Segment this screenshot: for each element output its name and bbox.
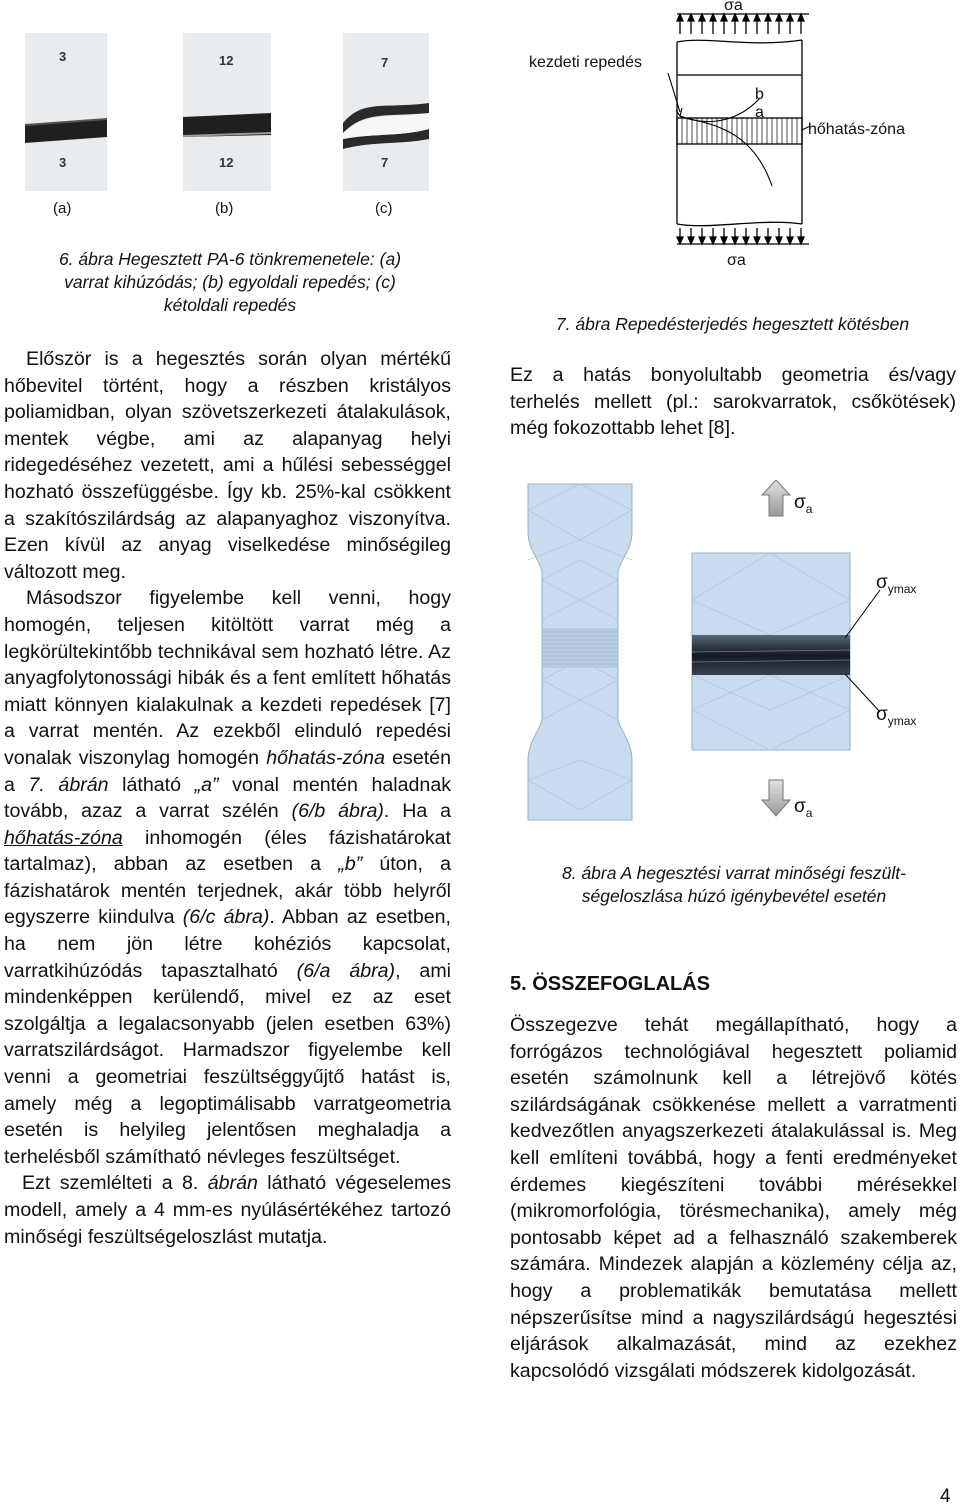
emphasis-haz: hőhatás-zóna [266,746,385,769]
fig7-sigma-top: σa [724,0,743,14]
fig7-label-a: a [755,104,764,121]
sigma-subscript: a [805,501,813,516]
fig6-caption-line: varrat kihúzódás; (b) egyoldali repedés; (c) [64,272,396,292]
paragraph-1: Először is a hegesztés során olyan mértékű hőbevitel történt, hogy a részben kristályos poliamidban, olyan szövetszerkezeti átalakulások, mentek végbe, ami az alapanyag helyi ridegedéséhez vezetett, ami a hűlési sebességgel hozható összefüggésbe. Így kb. 25%-kal csökkent a szakítószilárdság az alapanyaghoz viszonyítva. Ezen kívül az anyag viselkedése minőségileg változott meg. [4,348,451,583]
section5-paragraph: Összegezve tehát megállapítható, hogy a forrógázos technológiával hegesztett poliamid esetén számolnunk kell a létrejövő kötés szilárdságának csökkenése mellett a varratmenti kedvezőtlen anyagszerkezeti átalakulással is. Meg kell említeni továbbá, hogy a fenti eredményeket érdemes kiegészíteni további mérésekkel (mikromorfológia, törésmechanika), amely még pontosabb képet ad a felhasználó szakemberek számára. Mindezek alapján a közlemény célja az, hogy a problematikák bemutatása mellett népszerűsítse mind a nagyszilárdságú hegesztési eljárások alkalmazását, mind az ezekhez kapcsolódó vizsgálati módszerek kidolgozását. [510,1014,957,1382]
fig8-sigma-ymax-top [876,572,916,596]
text-run: Másodszor figyelembe kell venni, hogy homogén, teljesen kitöltött varrat még a legkörültekintőbb technikával sem hozható létre. Az anyagfolytonossági hibák és a fent említett hőhatás miatt könnyen kialakulnak a kezdeti repedések [7] a varrat mentén. Az ezekből elinduló repedési vonalak viszonylag homogén [4,587,451,769]
sigma-subscript: ymax [887,581,917,596]
emphasis-haz: hőhatás-zóna [4,826,123,849]
page-number: 4 [940,1486,951,1507]
specimen-a-number-top: 3 [59,49,67,64]
text-run: . Abban az esetben, ha nem jön létre kohéziós kapcsolat, varratkihúzódás tapasztalható [4,906,451,982]
text-run: látható végeselemes modell, amely a 4 mm-es nyúlásértékéhez tartozó minőségi feszültségeloszlást mutatja. [4,1172,451,1248]
specimen-b-number-top: 12 [219,53,234,68]
sigma-symbol: σ [794,796,806,817]
specimen-photo-a [25,33,107,191]
fig6-label-a: (a) [53,200,72,217]
specimen-c-number-top: 7 [381,55,389,70]
specimen-photo-b [183,33,271,191]
text-run: inhomogén (éles fázishatárokat tartalmaz), abban az esetben a [4,826,451,876]
fig7-label-b: b [755,86,764,103]
ref-line-a: „a” [194,773,219,796]
fig8-caption-line: 8. ábra A hegesztési varrat minőségi feszült- [561,863,906,883]
specimen-c-number-bottom: 7 [381,155,389,170]
text-run: esetén a [4,746,451,796]
fig7-top-arrows [680,14,801,34]
ref-line-b: „b” [338,853,363,876]
fig6-caption [0,248,460,317]
fig7-label-crack: kezdeti repedés [529,54,642,71]
text-run: . Ha a [383,800,451,823]
fig7-sigma-bottom: σa [727,252,746,269]
fig8-caption [508,862,960,908]
ref-fig7: 7. ábrán [28,773,109,796]
fig8-fem-model [520,480,960,830]
specimen-b-number-bottom: 12 [219,155,234,170]
fig7-caption: 7. ábra Repedésterjedés hegesztett kötésben [555,314,910,334]
sigma-symbol: σ [876,704,888,725]
paragraph-3 [4,1170,451,1250]
sigma-symbol: σ [876,572,888,593]
fig6-caption-line: kétoldali repedés [163,295,297,315]
fig6-caption-line: 6. ábra Hegesztett PA-6 tönkremenetele: (a) [58,249,402,269]
paragraph-2 [4,585,451,1170]
sigma-subscript: ymax [887,713,917,728]
left-column [4,346,451,1250]
fig6-label-c: (c) [375,200,393,217]
specimen-photo-c [343,33,429,191]
text-run: úton, a fázishatárok mentén terjednek, akár több helyről egyszerre kiindulva [4,853,451,929]
ref-fig6a: (6/a ábra) [296,959,396,982]
right-paragraph-1: Ez a hatás bonyolultabb geometria és/vagy terhelés mellett (pl.: sarokvarratok, csőkötések) még fokozottabb lehet [8]. [510,364,956,440]
fig8-sigma-a-top [794,492,812,516]
text-run: vonal mentén haladnak tovább, azaz a varrat szélén [4,773,452,823]
fig8-caption-line: ségeloszlása húzó igénybevétel esetén [581,886,887,906]
section-heading: 5. ÖSSZEFOGLALÁS [510,973,711,995]
fig6-label-b: (b) [215,200,234,217]
fig8-sigma-ymax-bottom [876,704,916,728]
sigma-subscript: a [805,805,813,820]
fig7-label-haz: hőhatás-zóna [808,121,905,138]
text-run: Ezt szemlélteti a 8. [22,1172,208,1195]
sigma-symbol: σ [794,492,806,513]
specimen-a-number-bottom: 3 [59,155,67,170]
text-run: , ami mindenképpen kerülendő, mivel ez az eset szolgáltja a legalacsonyabb (jelen esetben 63%) varratszilárdságot. Harmadszor figyelembe kell venni a geometriai feszültséggyűjtő hatást is, amely még a legoptimálisabb varratgeometria esetén is helyileg jelentősen meghaladja a terhelésből számítható névleges feszültséget. [4,959,451,1168]
ref-fig6c: (6/c ábra) [182,906,270,929]
text-run: látható [108,773,195,796]
ref-fig8: ábrán [207,1172,258,1195]
fig8-sigma-a-bottom [794,796,812,820]
ref-fig6b: (6/b ábra) [291,800,384,823]
